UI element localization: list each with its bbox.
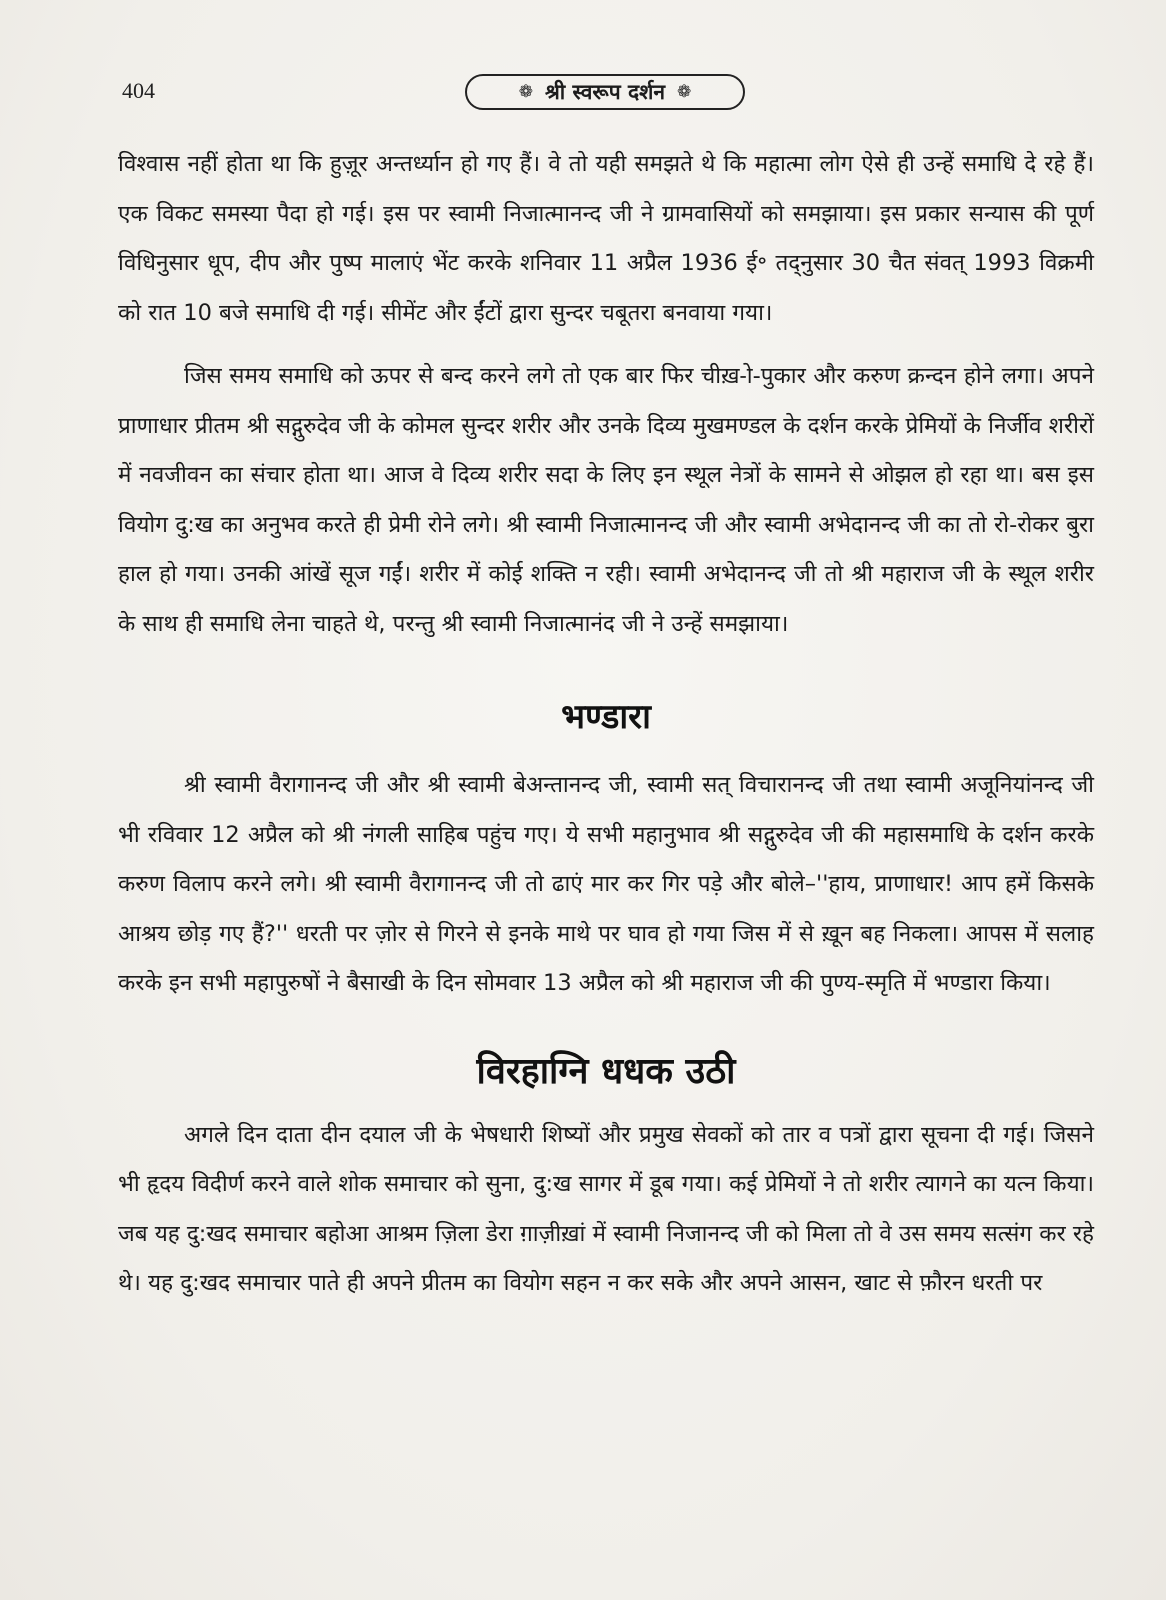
page-number: 404: [122, 78, 155, 103]
paragraph: जिस समय समाधि को ऊपर से बन्द करने लगे तो एक बार फिर चीख़-ो-पुकार और करुण क्रन्दन होने लगा। अपने प्राणाधार प्रीतम श्री सद्गुरुदेव जी के कोमल सुन्दर शरीर और उनके दिव्य मुखमण्डल के दर्शन करके प्रेमियों के निर्जीव शरीरों में नवजीवन का संचार होता था। आज वे दिव्य शरीर सदा के लिए इन स्थूल नेत्रों के सामने से ओझल हो रहा था। बस इस वियोग दु:ख का अनुभव करते ही प्रेमी रोने लगे। श्री स्वामी निजात्मानन्द जी और स्वामी अभेदानन्द जी का तो रो-रोकर बुरा हाल हो गया। उनकी आंखें सूज गईं। शरीर में कोई शक्ति न रही। स्वामी अभेदानन्द जी तो श्री महाराज जी के स्थूल शरीर के साथ ही समाधि लेना चाहते थे, परन्तु श्री स्वामी निजात्मानंद जी ने उन्हें समझाया।: [118, 363, 1094, 637]
section-heading: भण्डारा: [561, 697, 651, 737]
paragraph: श्री स्वामी वैरागानन्द जी और श्री स्वामी बेअन्तानन्द जी, स्वामी सत् विचारानन्द जी तथा स्वामी अजूनियांनन्द जी भी रविवार 12 अप्रैल को श्री नंगली साहिब पहुंच गए। ये सभी महानुभाव श्री सद्गुरुदेव जी की महासमाधि के दर्शन करके करुण विलाप करने लगे। श्री स्वामी वैरागानन्द जी तो ढाएं मार कर गिर पड़े और बोले–''हाय, प्राणाधार! आप हमें किसके आश्रय छोड़ गए हैं?'' धरती पर ज़ोर से गिरने से इनके माथे पर घाव हो गया जिस में से ख़ून बह निकला। आपस में सलाह करके इन सभी महापुरुषों ने बैसाखी के दिन सोमवार 13 अप्रैल को श्री महाराज जी की पुण्य-स्मृति में भण्डारा किया।: [118, 772, 1094, 996]
flower-ornament-icon: ❁: [677, 82, 692, 102]
paragraph: अगले दिन दाता दीन दयाल जी के भेषधारी शिष्यों और प्रमुख सेवकों को तार व पत्रों द्वारा सूचना दी गई। जिसने भी हृदय विदीर्ण करने वाले शोक समाचार को सुना, दु:ख सागर में डूब गया। कई प्रेमियों ने तो शरीर त्यागने का यत्न किया। जब यह दु:खद समाचार बहोआ आश्रम ज़िला डेरा ग़ाज़ीख़ां में स्वामी निजानन्द जी को मिला तो वे उस समय सत्संग कर रहे थे। यह दु:खद समाचार पाते ही अपने प्रीतम का वियोग सहन न कर सके और अपने आसन, खाट से फ़ौरन धरती पर: [118, 1121, 1094, 1296]
section-heading: विरहाग्नि धधक उठी: [476, 1050, 736, 1092]
running-title: श्री स्वरूप दर्शन: [544, 80, 666, 104]
paragraph: विश्वास नहीं होता था कि हुज़ूर अन्तर्ध्यान हो गए हैं। वे तो यही समझते थे कि महात्मा लोग ऐसे ही उन्हें समाधि दे रहे हैं। एक विकट समस्या पैदा हो गई। इस पर स्वामी निजात्मानन्द जी ने ग्रामवासियों को समझाया। इस प्रकार सन्यास की पूर्ण विधिनुसार धूप, दीप और पुष्प मालाएं भेंट करके शनिवार 11 अप्रैल 1936 ई॰ तद्नुसार 30 चैत संवत् 1993 विक्रमी को रात 10 बजे समाधि दी गई। सीमेंट और ईंटों द्वारा सुन्दर चबूतरा बनवाया गया।: [118, 151, 1094, 326]
flower-ornament-icon: ❁: [518, 82, 533, 102]
page-header: [120, 74, 1096, 114]
page-content: [118, 140, 1094, 1309]
running-title-box: [465, 74, 745, 110]
